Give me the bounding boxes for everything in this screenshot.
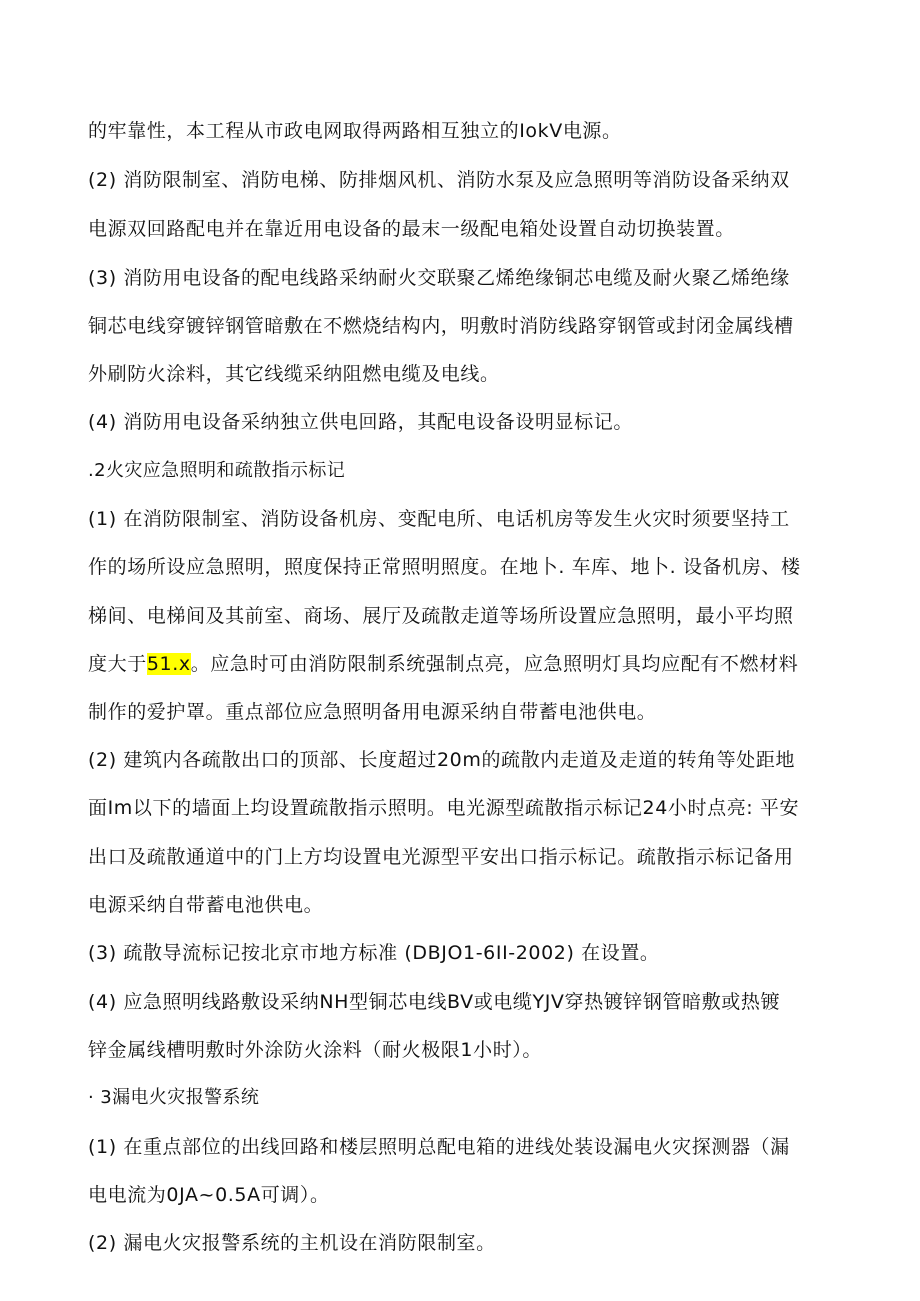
text-line: 制作的爱护罩。重点部位应急照明备用电源采纳自带蓄电池供电。 [88,701,657,723]
highlighted-text: 51.x [146,653,191,675]
text-line: 作的场所设应急照明，照度保持正常照明照度。在地卜. 车库、地卜. 设备机房、楼 [88,556,801,578]
text-line: (4) 应急照明线路敷设采纳NH型铜芯电线BV或电缆YJV穿热镀锌钢管暗敷或热镀 [88,991,781,1013]
text-line-with-highlight [88,649,818,679]
text-line: 铜芯电线穿镀锌钢管暗敷在不燃烧结构内，明敷时消防线路穿钢管或封闭金属线槽 [88,315,794,337]
text-line: (2) 漏电火灾报警系统的主机设在消防限制室。 [88,1232,496,1254]
section-heading: .2火灾应急照明和疏散指示标记 [88,460,346,481]
text-line: 面Im以下的墙面上均设置疏散指示照明。电光源型疏散指示标记24小时点亮: 平安 [88,797,800,819]
text-line: 外刷防火涂料，其它线缆采纳阻燃电缆及电线。 [88,363,500,385]
text-line: 锌金属线槽明敷时外涂防火涂料（耐火极限1小时）。 [88,1039,542,1061]
section-heading: · 3漏电火灾报警系统 [88,1087,260,1108]
text-line: (3) 消防用电设备的配电线路采纳耐火交联聚乙烯绝缘铜芯电缆及耐火聚乙烯绝缘 [88,267,790,289]
text-line: (1) 在重点部位的出线回路和楼层照明总配电箱的进线处装设漏电火灾探测器（漏 [88,1136,790,1158]
text-segment: 度大于 [88,653,147,675]
text-line: 梯间、电梯间及其前室、商场、展厅及疏散走道等场所设置应急照明，最小平均照 [88,605,794,627]
text-line: (3) 疏散导流标记按北京市地方标准 (DBJO1-6II-2002) 在设置。 [88,942,660,964]
text-line: (2) 消防限制室、消防电梯、防排烟风机、消防水泵及应急照明等消防设备采纳双 [88,169,790,191]
text-line: 电源采纳自带蓄电池供电。 [88,894,324,916]
text-line: (4) 消防用电设备采纳独立供电回路，其配电设备设明显标记。 [88,411,633,433]
text-line: 电源双回路配电并在靠近用电设备的最末一级配电箱处设置自动切换装置。 [88,218,735,240]
text-line: 的牢靠性，本工程从市政电网取得两路相互独立的IokV电源。 [88,120,622,142]
text-segment: 。应急时可由消防限制系统强制点亮，应急照明灯具均应配有不燃材料 [190,653,799,675]
text-line: (1) 在消防限制室、消防设备机房、变配电所、电话机房等发生火灾时须要坚持工 [88,508,790,530]
text-line: 电电流为0JA~0.5A可调）。 [88,1184,330,1206]
text-line: 出口及疏散通道中的门上方均设置电光源型平安出口指示标记。疏散指示标记备用 [88,846,794,868]
text-line: (2) 建筑内各疏散出口的顶部、长度超过20m的疏散内走道及走道的转角等处距地 [88,749,796,771]
